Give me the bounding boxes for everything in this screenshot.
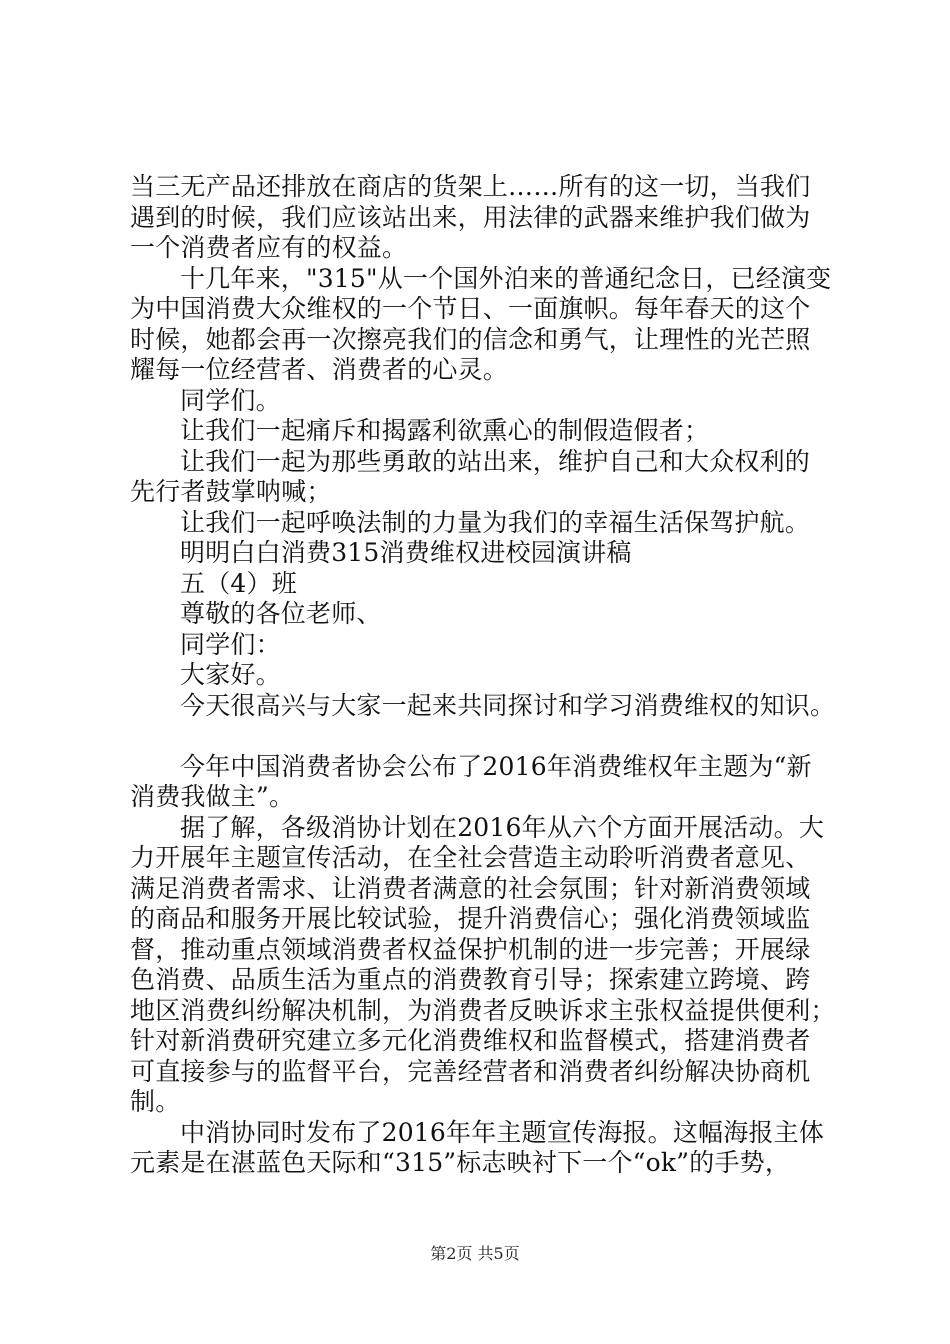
text-line: 据了解，各级消协计划在2016年从六个方面开展活动。大 (180, 812, 825, 842)
text-line: 元素是在湛蓝色天际和“315”标志映衬下一个“ok”的手势， (130, 1148, 791, 1177)
document-body (130, 172, 836, 1179)
class-name: 五（4）班 (180, 568, 297, 598)
text-line: 可直接参与的监督平台，完善经营者和消费者纠纷解决协商机 (130, 1056, 811, 1086)
text-line: 一个消费者应有的权益。 (130, 233, 408, 262)
text-line: 先行者鼓掌呐喊； (130, 477, 332, 506)
text-line: 让我们一起呼唤法制的力量为我们的幸福生活保驾护航。 (180, 507, 811, 537)
text-line: 针对新消费研究建立多元化消费维权和监督模式，搭建消费者 (130, 1026, 811, 1055)
text-line: 耀每一位经营者、消费者的心灵。 (130, 355, 509, 384)
text-line: 为中国消费大众维权的一个节日、一面旗帜。每年春天的这个 (130, 294, 811, 323)
text-line: 遇到的时候，我们应该站出来，用法律的武器来维护我们做为 (130, 202, 811, 232)
text-line: 中消协同时发布了2016年年主题宣传海报。这幅海报主体 (180, 1117, 825, 1147)
text-line: 尊敬的各位老师、 (180, 599, 382, 628)
text-line: 今年中国消费者协会公布了2016年消费维权年主题为“新 (180, 751, 812, 781)
text-line: 十几年来，"315"从一个国外泊来的普通纪念日，已经演变 (180, 263, 832, 293)
text-line: 同学们。 (180, 385, 281, 415)
blank-line (130, 721, 830, 752)
text-line: 督，推动重点领域消费者权益保护机制的进一步完善；开展绿 (130, 934, 811, 964)
text-line: 同学们： (180, 629, 281, 659)
speech-title: 明明白白消费315消费维权进校园演讲稿 (180, 538, 632, 567)
text-line: 大家好。 (180, 660, 281, 689)
text-line: 消费我做主”。 (130, 782, 295, 811)
text-line: 让我们一起痛斥和揭露利欲熏心的制假造假者； (180, 416, 710, 445)
text-line: 让我们一起为那些勇敢的站出来，维护自己和大众权利的 (180, 446, 811, 476)
text-line: 地区消费纠纷解决机制，为消费者反映诉求主张权益提供便利； (130, 995, 836, 1025)
text-line: 力开展年主题宣传活动，在全社会营造主动聆听消费者意见、 (130, 843, 811, 872)
text-line: 满足消费者需求、让消费者满意的社会氛围；针对新消费领域 (130, 873, 811, 903)
text-line: 时候，她都会再一次擦亮我们的信念和勇气，让理性的光芒照 (130, 324, 811, 354)
text-line: 色消费、品质生活为重点的消费教育引导；探索建立跨境、跨 (130, 965, 811, 994)
text-line: 当三无产品还排放在商店的货架上……所有的这一切，当我们 (130, 172, 811, 201)
text-line: 今天很高兴与大家一起来共同探讨和学习消费维权的知识。 (180, 690, 836, 720)
text-line: 的商品和服务开展比较试验，提升消费信心；强化消费领域监 (130, 904, 811, 933)
page-number-footer: 第2页 共5页 (430, 1244, 520, 1263)
text-line: 制。 (130, 1087, 181, 1116)
